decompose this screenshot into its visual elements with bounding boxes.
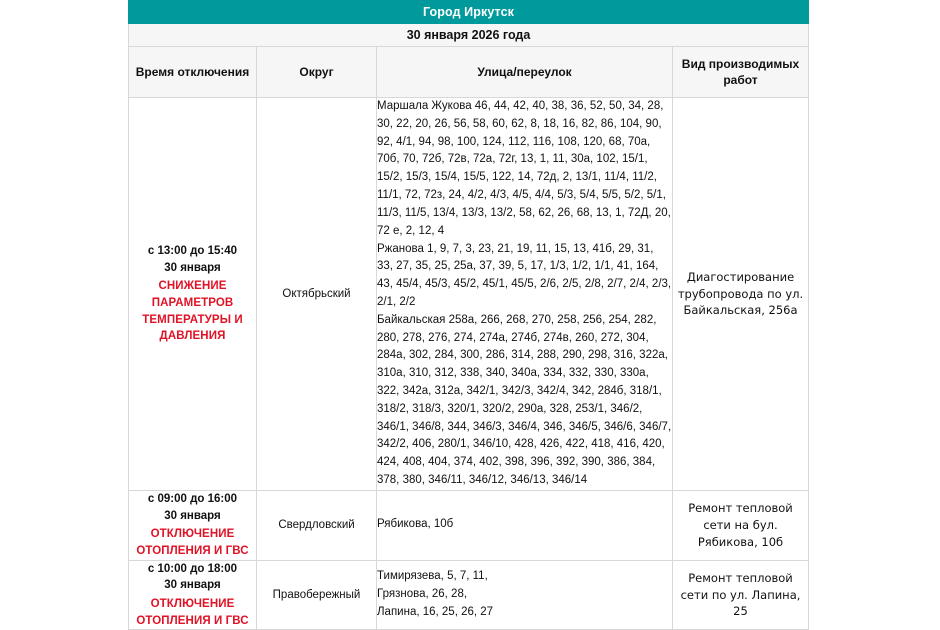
- outage-date: 30 января: [164, 261, 221, 274]
- outage-streets-cell: [377, 98, 673, 491]
- column-header-work: Вид производимых работ: [673, 47, 809, 98]
- table-row: [129, 490, 809, 560]
- column-header-row: [129, 47, 809, 98]
- outage-streets-cell: [377, 560, 673, 630]
- outage-time-range: с 10:00 до 18:00: [147, 562, 238, 575]
- street-entry: Рябикова, 10б: [377, 518, 454, 531]
- outage-date: 30 января: [164, 579, 221, 592]
- column-header-district: Округ: [257, 47, 377, 98]
- outage-time-range: с 13:00 до 15:40: [147, 244, 238, 257]
- city-title-row: [129, 1, 809, 24]
- street-entry: Тимирязева, 5, 7, 11,: [377, 570, 488, 583]
- outage-time-cell: [129, 98, 257, 491]
- outage-district: Свердловский: [257, 490, 377, 560]
- schedule-date: 30 января 2026 года: [129, 24, 809, 47]
- outage-warning: СНИЖЕНИЕ ПАРАМЕТРОВ ТЕМПЕРАТУРЫ И ДАВЛЕНИЯ: [142, 280, 243, 343]
- street-entry: Маршала Жукова 46, 44, 42, 40, 38, 36, 52, 50, 34, 28, 30, 22, 20, 26, 56, 58, 60, 62, 8, 18, 16, 82, 86, 104, 90, 92, 4/1, 94, 98, 100, 124, 112, 116, 108, 120, 68, 70а, 70б, 70, 72б, 72в, 72а, 72г, 13, 1, 11, 30а, 102, 15/1, 15/2, 15/3, 15/4, 15/5, 122, 14, 72д, 2, 13/1, 11/4, 11/2, 11/1, 72, 72з, 24, 4/2, 4/3, 4/5, 4/4, 5/3, 5/4, 5/5, 5/2, 5/1, 11/3, 11/5, 13/4, 13/3, 13/2, 58, 62, 26, 68, 13, 1, 72Д, 20, 72 е, 2, 12, 4: [377, 100, 671, 237]
- date-row: [129, 24, 809, 47]
- outage-streets-cell: [377, 490, 673, 560]
- column-header-time: Время отключения: [129, 47, 257, 98]
- outage-date: 30 января: [164, 509, 221, 522]
- column-header-street: Улица/переулок: [377, 47, 673, 98]
- outage-time-cell: [129, 560, 257, 630]
- street-entry: Лапина, 16, 25, 26, 27: [377, 605, 494, 618]
- outage-work-type: Ремонт тепловой сети на бул. Рябикова, 10б: [673, 490, 809, 560]
- city-title: Город Иркутск: [129, 1, 809, 24]
- outage-schedule-table: [128, 0, 809, 630]
- outage-district: Правобережный: [257, 560, 377, 630]
- street-entry: Ржанова 1, 9, 7, 3, 23, 21, 19, 11, 15, 13, 41б, 29, 31, 33, 27, 35, 25, 25а, 37, 39, 5, 17, 1/3, 1/2, 1/1, 41, 164, 43, 45/4, 45/3, 45/2, 45/1, 45/5, 2/6, 2/5, 2/8, 2/7, 2/4, 2/3, 2/1, 2/2: [377, 242, 672, 308]
- outage-time-range: с 09:00 до 16:00: [147, 492, 238, 505]
- outage-table-container: [128, 0, 808, 630]
- table-row: [129, 560, 809, 630]
- table-row: [129, 98, 809, 491]
- outage-district: Октябрьский: [257, 98, 377, 491]
- street-entry: Грязнова, 26, 28,: [377, 588, 468, 600]
- outage-warning: ОТКЛЮЧЕНИЕ ОТОПЛЕНИЯ И ГВС: [136, 528, 249, 557]
- outage-warning: ОТКЛЮЧЕНИЕ ОТОПЛЕНИЯ И ГВС: [136, 597, 249, 627]
- street-entry: Байкальская 258а, 266, 268, 270, 258, 256, 254, 282, 280, 278, 276, 274, 274а, 274б, 274в, 260, 272, 304, 284а, 302, 284, 300, 286, 314, 288, 290, 298, 316, 322а, 310а, 310, 312, 338, 340, 340а, 334, 332, 330, 330а, 322, 342а, 312а, 342/1, 342/3, 342/4, 342, 284б, 318/1, 318/2, 318/3, 320/1, 320/2, 290а, 328, 253/1, 346/2, 346/1, 346/8, 344, 346/3, 346/4, 346, 346/5, 346/6, 346/7, 342/2, 406, 280/1, 346/10, 428, 426, 422, 418, 416, 420, 424, 408, 404, 374, 402, 398, 396, 392, 390, 386, 384, 378, 380, 346/11, 346/12, 346/13, 346/14: [377, 313, 672, 487]
- outage-work-type: Диагостирование трубопровода по ул. Байкальская, 256а: [673, 98, 809, 491]
- outage-work-type: Ремонт тепловой сети по ул. Лапина, 25: [673, 560, 809, 630]
- outage-time-cell: [129, 490, 257, 560]
